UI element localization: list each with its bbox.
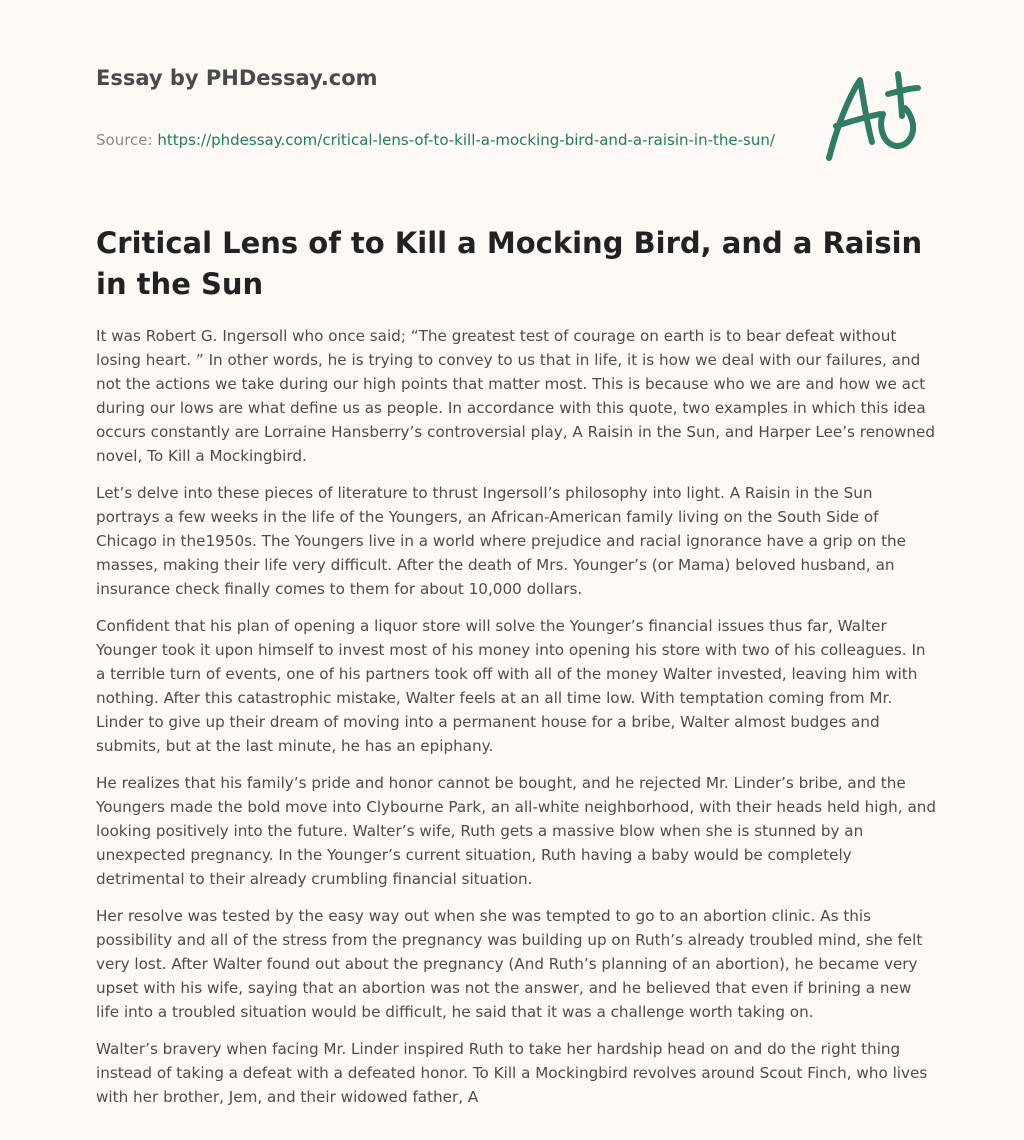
article-title: Critical Lens of to Kill a Mocking Bird, and a Raisin in the Sun bbox=[96, 226, 923, 301]
site-title: Essay by PHDessay.com bbox=[96, 66, 378, 90]
paragraph: It was Robert G. Ingersoll who once said; “The greatest test of courage on earth is to bear defeat without losing heart. ” In other words, he is trying to convey to us that in life, it is how we deal with our failures, and not the actions we take during our high points that matter most. This is because who we are and how we act during our lows are what define us as people. In accordance with this quote, two examples in which this idea occurs constantly are Lorraine Hansberry’s controversial play, A Raisin in the Sun, and Harper Lee’s renowned novel, To Kill a Mockingbird. bbox=[96, 327, 936, 465]
page-header bbox=[96, 58, 776, 152]
source-line bbox=[96, 129, 776, 152]
paragraph: Her resolve was tested by the easy way out when she was tempted to go to an abortion clinic. As this possibility and all of the stress from the pregnancy was building up on Ruth’s already troubled mind, she felt very lost. After Walter found out about the pregnancy (And Ruth’s planning of an abortion), he became very upset with his wife, saying that an abortion was not the answer, and he believed that even if brining a new life into a troubled situation would be difficult, he said that it was a challenge worth taking on. bbox=[96, 907, 923, 1021]
article-body bbox=[96, 324, 936, 1122]
source-label: Source: bbox=[96, 131, 153, 149]
source-link[interactable]: https://phdessay.com/critical-lens-of-to-kill-a-mocking-bird-and-a-raisin-in-the-sun/ bbox=[157, 131, 775, 149]
paragraph: Let’s delve into these pieces of literature to thrust Ingersoll’s philosophy into light. A Raisin in the Sun portrays a few weeks in the life of the Youngers, an African-American family living on the South Side of Chicago in the1950s. The Youngers live in a world where prejudice and racial ignorance have a grip on the masses, making their life very difficult. After the death of Mrs. Younger’s (or Mama) beloved husband, an insurance check finally comes to them for about 10,000 dollars. bbox=[96, 484, 906, 598]
paragraph: He realizes that his family’s pride and honor cannot be bought, and he rejected Mr. Linder’s bribe, and the Youngers made the bold move into Clybourne Park, an all-white neighborhood, with their heads held high, and looking positively into the future. Walter’s wife, Ruth gets a massive blow when she is stunned by an unexpected pregnancy. In the Younger’s current situation, Ruth having a baby would be completely detrimental to their already crumbling financial situation. bbox=[96, 774, 937, 888]
paragraph: Confident that his plan of opening a liquor store will solve the Younger’s financial issues thus far, Walter Younger took it upon himself to invest most of his money into opening his store with two of his colleagues. In a terrible turn of events, one of his partners took off with all of the money Walter invested, leaving him with nothing. After this catastrophic mistake, Walter feels at an all time low. With temptation coming from Mr. Linder to give up their dream of moving into a permanent house for a bribe, Walter almost budges and submits, but at the last minute, he has an epiphany. bbox=[96, 617, 926, 755]
a-plus-logo bbox=[822, 68, 926, 166]
paragraph: Walter’s bravery when facing Mr. Linder inspired Ruth to take her hardship head on and do the right thing instead of taking a defeat with a defeated honor. To Kill a Mockingbird revolves around Scout Finch, who lives with her brother, Jem, and their widowed father, A bbox=[96, 1040, 928, 1106]
